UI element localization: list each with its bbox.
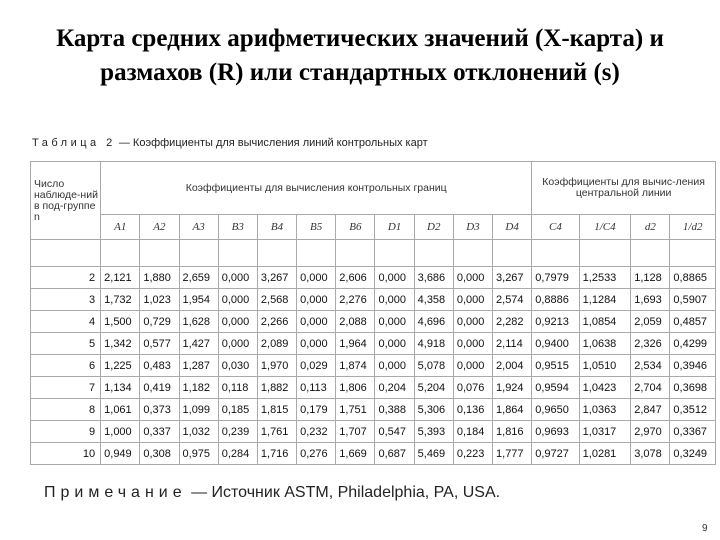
coefficient-cell: 1,0638 [579,333,631,355]
coefficient-cell: 2,326 [631,333,670,355]
table-row [31,399,716,421]
coefficient-cell: 1,182 [179,377,218,399]
table-row [31,377,716,399]
column-header: d2 [631,215,670,240]
sample-size-header: Число наблюде-ний в под-группе n [31,162,101,240]
coefficient-cell: 5,306 [414,399,453,421]
coefficient-cell: 0,577 [140,333,179,355]
coefficient-cell: 1,806 [336,377,375,399]
coefficient-cell: 0,3367 [670,421,716,443]
column-header: B3 [218,215,257,240]
coefficient-cell: 1,342 [101,333,140,355]
column-header: A2 [140,215,179,240]
coefficient-cell: 2,121 [101,267,140,289]
coefficient-cell: 2,266 [257,311,296,333]
coefficient-cell: 0,239 [218,421,257,443]
coefficient-cell: 1,815 [257,399,296,421]
coefficient-cell: 0,000 [453,333,492,355]
coefficient-cell: 0,975 [179,443,218,465]
column-header: D4 [493,215,532,240]
coefficient-cell: 0,136 [453,399,492,421]
coefficient-cell: 0,000 [453,355,492,377]
coefficient-cell: 0,000 [453,289,492,311]
slide-title [0,22,720,90]
column-header: D1 [375,215,414,240]
coefficients-table [30,161,716,465]
coefficient-cell: 1,816 [493,421,532,443]
coefficient-cell: 0,949 [101,443,140,465]
spacer-row [31,240,716,267]
coefficient-cell: 0,337 [140,421,179,443]
coefficient-cell: 0,204 [375,377,414,399]
sample-size-cell: 4 [31,311,101,333]
coefficient-cell: 2,088 [336,311,375,333]
sample-size-cell: 2 [31,267,101,289]
coefficient-cell: 2,276 [336,289,375,311]
sample-size-cell: 10 [31,443,101,465]
coefficient-cell: 1,128 [631,267,670,289]
note-prefix: Примечание [44,484,187,501]
coefficient-cell: 1,0854 [579,311,631,333]
coefficient-cell: 0,029 [297,355,336,377]
coefficient-cell: 2,568 [257,289,296,311]
coefficient-cell: 0,3698 [670,377,716,399]
coefficient-cell: 2,574 [493,289,532,311]
coefficient-cell: 5,204 [414,377,453,399]
column-header: D2 [414,215,453,240]
coefficient-cell: 2,704 [631,377,670,399]
coefficient-cell: 0,547 [375,421,414,443]
control-limits-header: Коэффициенты для вычисления контрольных границ [101,162,532,215]
sample-size-cell: 6 [31,355,101,377]
coefficient-cell: 0,9594 [532,377,579,399]
column-header: 1/C4 [579,215,631,240]
coefficient-cell: 0,000 [453,267,492,289]
table-row [31,333,716,355]
sample-size-cell: 7 [31,377,101,399]
coefficient-cell: 2,114 [493,333,532,355]
coefficient-cell: 1,0423 [579,377,631,399]
coefficient-cell: 1,225 [101,355,140,377]
coefficient-cell: 0,9400 [532,333,579,355]
coefficient-cell: 0,3946 [670,355,716,377]
coefficient-cell: 0,388 [375,399,414,421]
caption-prefix: Таблица 2 [32,137,116,149]
coefficient-cell: 0,000 [297,267,336,289]
coefficient-cell: 0,9693 [532,421,579,443]
coefficient-cell: 2,970 [631,421,670,443]
coefficient-cell: 1,0363 [579,399,631,421]
coefficient-cell: 0,179 [297,399,336,421]
coefficient-cell: 0,284 [218,443,257,465]
title-line-1: Карта средних арифметических значений (X-карта) и [56,25,664,52]
coefficient-cell: 1,716 [257,443,296,465]
coefficient-cell: 5,078 [414,355,453,377]
coefficient-cell: 1,970 [257,355,296,377]
coefficient-cell: 1,924 [493,377,532,399]
coefficient-cell: 1,099 [179,399,218,421]
coefficient-cell: 0,232 [297,421,336,443]
coefficient-cell: 1,287 [179,355,218,377]
coefficient-cell: 1,751 [336,399,375,421]
coefficient-cell: 1,1284 [579,289,631,311]
center-line-header: Коэффициенты для вычис-ления центральной линии [532,162,716,215]
column-header: B4 [257,215,296,240]
coefficient-cell: 2,534 [631,355,670,377]
coefficient-cell: 0,000 [375,311,414,333]
coefficient-cell: 5,393 [414,421,453,443]
page-number: 9 [702,523,708,534]
table-note [44,484,500,502]
coefficient-cell: 0,000 [375,355,414,377]
coefficient-cell: 1,707 [336,421,375,443]
coefficient-cell: 1,0510 [579,355,631,377]
coefficient-cell: 0,9213 [532,311,579,333]
title-line-2: размахов (R) или стандартных отклонений (s) [100,59,620,86]
coefficient-cell: 1,500 [101,311,140,333]
coefficient-cell: 1,134 [101,377,140,399]
coefficient-cell: 0,184 [453,421,492,443]
coefficient-cell: 1,0317 [579,421,631,443]
coefficient-cell: 1,864 [493,399,532,421]
coefficient-cell: 0,000 [218,333,257,355]
column-header: D3 [453,215,492,240]
coefficient-cell: 4,358 [414,289,453,311]
coefficient-cell: 0,308 [140,443,179,465]
coefficient-cell: 2,059 [631,311,670,333]
column-header: B6 [336,215,375,240]
coefficient-cell: 1,777 [493,443,532,465]
coefficient-cell: 0,000 [297,289,336,311]
column-header: A1 [101,215,140,240]
coefficient-cell: 1,023 [140,289,179,311]
coefficient-cell: 4,918 [414,333,453,355]
coefficient-cell: 0,373 [140,399,179,421]
coefficient-cell: 0,8886 [532,289,579,311]
coefficient-cell: 2,004 [493,355,532,377]
coefficient-cell: 1,628 [179,311,218,333]
coefficient-cell: 0,000 [297,333,336,355]
coefficient-cell: 0,000 [453,311,492,333]
coefficient-cell: 0,000 [375,333,414,355]
coefficient-cell: 0,8865 [670,267,716,289]
coefficient-cell: 0,419 [140,377,179,399]
coefficient-cell: 0,000 [218,267,257,289]
coefficient-cell: 0,4857 [670,311,716,333]
coefficient-cell: 1,954 [179,289,218,311]
column-header: 1/d2 [670,215,716,240]
coefficient-cell: 0,687 [375,443,414,465]
coefficient-cell: 1,693 [631,289,670,311]
coefficient-cell: 1,427 [179,333,218,355]
sample-size-cell: 9 [31,421,101,443]
coefficient-cell: 0,4299 [670,333,716,355]
coefficient-cell: 0,9515 [532,355,579,377]
symbol-header-row [31,215,716,240]
coefficient-cell: 0,276 [297,443,336,465]
coefficient-cell: 0,076 [453,377,492,399]
coefficient-cell: 0,030 [218,355,257,377]
note-text: — Источник ASTM, Philadelphia, PA, USA. [191,484,501,501]
coefficient-cell: 1,874 [336,355,375,377]
coefficient-cell: 1,061 [101,399,140,421]
coefficient-cell: 0,113 [297,377,336,399]
sample-size-cell: 5 [31,333,101,355]
coefficient-cell: 1,032 [179,421,218,443]
coefficient-cell: 4,696 [414,311,453,333]
coefficient-cell: 0,000 [297,311,336,333]
coefficient-cell: 0,223 [453,443,492,465]
coefficient-cell: 0,5907 [670,289,716,311]
table-body [31,240,716,465]
coefficient-cell: 3,267 [257,267,296,289]
coefficient-cell: 0,9650 [532,399,579,421]
coefficient-cell: 5,469 [414,443,453,465]
coefficient-cell: 0,000 [375,289,414,311]
coefficient-cell: 0,729 [140,311,179,333]
table-row [31,311,716,333]
sample-size-cell: 8 [31,399,101,421]
table-row [31,355,716,377]
table-row [31,421,716,443]
coefficient-cell: 0,000 [218,311,257,333]
coefficient-cell: 1,882 [257,377,296,399]
coefficient-cell: 0,118 [218,377,257,399]
caption-text: — Коэффициенты для вычисления линий контрольных карт [118,137,428,149]
coefficient-cell: 3,078 [631,443,670,465]
column-header: A3 [179,215,218,240]
coefficient-cell: 0,000 [375,267,414,289]
coefficient-cell: 0,3249 [670,443,716,465]
table-header-row [31,162,716,215]
coefficient-cell: 0,7979 [532,267,579,289]
coefficient-cell: 2,282 [493,311,532,333]
table-caption [32,137,428,149]
coefficient-cell: 0,9727 [532,443,579,465]
table-row [31,267,716,289]
coefficient-cell: 3,267 [493,267,532,289]
coefficient-cell: 2,847 [631,399,670,421]
coefficient-cell: 1,761 [257,421,296,443]
coefficient-cell: 1,000 [101,421,140,443]
coefficient-cell: 0,483 [140,355,179,377]
column-header: B5 [297,215,336,240]
coefficient-cell: 0,000 [218,289,257,311]
coefficient-cell: 2,659 [179,267,218,289]
coefficient-cell: 1,964 [336,333,375,355]
coefficient-cell: 1,732 [101,289,140,311]
coefficient-cell: 1,669 [336,443,375,465]
table-row [31,443,716,465]
sample-size-cell: 3 [31,289,101,311]
coefficient-cell: 3,686 [414,267,453,289]
column-header: C4 [532,215,579,240]
coefficient-cell: 1,880 [140,267,179,289]
coefficient-cell: 1,0281 [579,443,631,465]
coefficient-cell: 0,185 [218,399,257,421]
coefficient-cell: 2,606 [336,267,375,289]
coefficient-cell: 2,089 [257,333,296,355]
table-row [31,289,716,311]
coefficient-cell: 1,2533 [579,267,631,289]
coefficient-cell: 0,3512 [670,399,716,421]
